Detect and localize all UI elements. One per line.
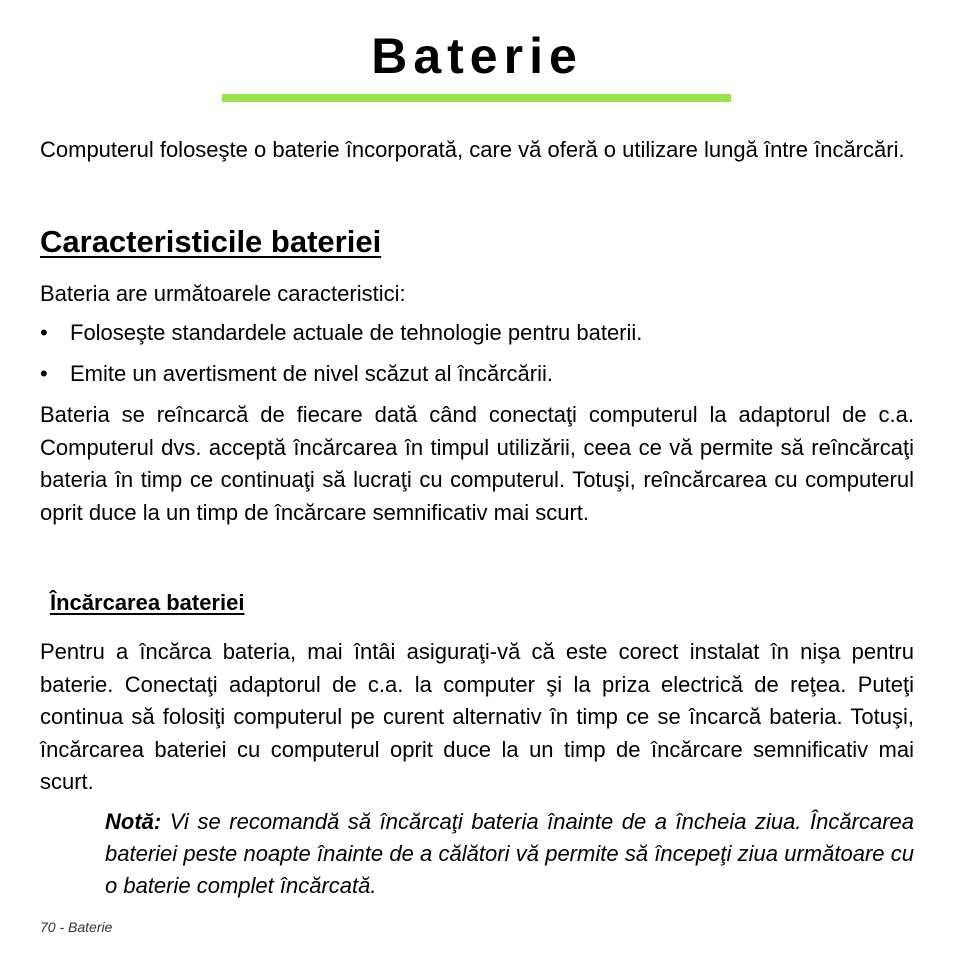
title-underline-bar <box>222 94 731 102</box>
note-block <box>105 806 914 902</box>
bullet-icon: • <box>40 361 48 386</box>
section-heading-charging: Încărcarea bateriei <box>50 590 245 615</box>
note-label: Notă: <box>105 809 162 834</box>
list-item <box>40 317 914 349</box>
charging-paragraph: Pentru a încărca bateria, mai întâi asiguraţi-vă că este corect instalat în nişa pentru baterie. Conectaţi adaptorul de c.a. la computer şi la priza electrică de reţea. Puteţi continua să folosiţi computerul pe curent alternativ în timp ce se încarcă bateria. Totuşi, încărcarea bateriei cu computerul oprit duce la un timp de încărcare semnificativ mai scurt. <box>40 639 914 794</box>
list-item-text: Foloseşte standardele actuale de tehnologie pentru baterii. <box>70 320 643 345</box>
recharge-paragraph: Bateria se reîncarcă de fiecare dată când conectaţi computerul la adaptorul de c.a. Computerul dvs. acceptă încărcarea în timpul utilizării, ceea ce vă permite să reîncărcaţi bateria în timp ce continuaţi să lucraţi cu computerul. Totuşi, reîncărcarea cu computerul oprit duce la un timp de încărcare semnificativ mai scurt. <box>40 402 914 525</box>
list-item <box>40 358 914 390</box>
list-item-text: Emite un avertisment de nivel scăzut al încărcării. <box>70 361 553 386</box>
intro-paragraph: Computerul foloseşte o baterie încorporată, care vă oferă o utilizare lungă între încărcări. <box>40 137 905 162</box>
note-text: Vi se recomandă să încărcaţi bateria înainte de a încheia ziua. Încărcarea bateriei peste noapte înainte de a călători vă permite să începeţi ziua următoare cu o baterie complet încărcată. <box>105 809 914 898</box>
page-title: Baterie <box>371 28 583 84</box>
bullet-icon: • <box>40 320 48 345</box>
page-footer: 70 - Baterie <box>40 919 113 935</box>
section-heading-battery-features: Caracteristicile bateriei <box>40 224 382 259</box>
features-lead: Bateria are următoarele caracteristici: <box>40 281 406 306</box>
